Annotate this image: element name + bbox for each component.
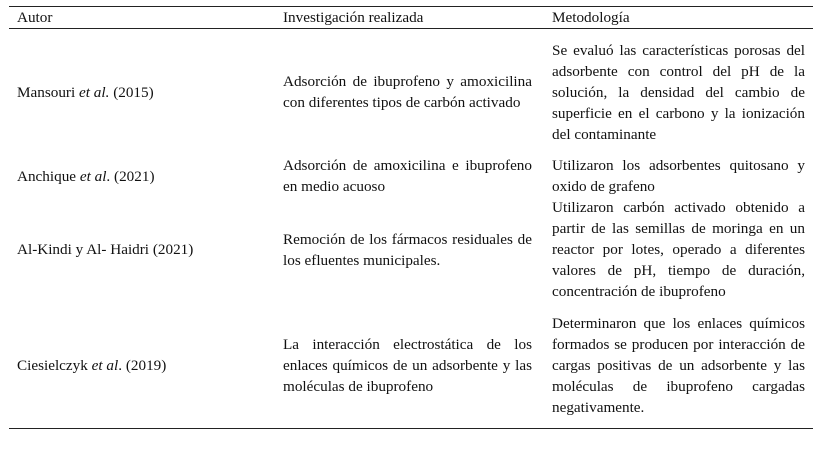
autor-etal: et al: [91, 356, 119, 374]
autor-year: (2015): [109, 83, 154, 101]
cell-metodologia: Utilizaron los adsorbentes quitosano y oxido de grafeno: [552, 157, 805, 195]
header-metodologia: Metodología: [544, 7, 813, 29]
autor-name: Ciesielczyk: [17, 356, 92, 374]
autor-name: Mansouri: [17, 83, 80, 101]
literature-table: [9, 6, 813, 429]
cell-autor: [9, 29, 275, 156]
cell-investigacion: La interacción electrostática de los enlaces químicos de un adsorbente y las moléculas de ibuprofeno: [275, 302, 544, 429]
cell-autor: [9, 302, 275, 429]
autor-year: . (2021): [106, 167, 155, 185]
autor-name: Anchique: [17, 167, 80, 185]
table-row: [9, 302, 813, 429]
header-autor: Autor: [9, 7, 275, 29]
cell-investigacion: Remoción de los fármacos residuales de los efluentes municipales.: [283, 230, 532, 269]
table-header: [9, 7, 813, 29]
table-row: [9, 29, 813, 156]
autor-etal: et al.: [79, 83, 110, 101]
cell-autor: [9, 197, 275, 302]
cell-investigacion: Adsorción de amoxicilina e ibuprofeno en medio acuoso: [283, 157, 532, 195]
cell-metodologia: Utilizaron carbón activado obtenido a partir de las semillas de moringa en un reactor por lotes, operado a diferentes valores de pH, tiempo de duración, concentración de ibuprofeno: [552, 199, 805, 300]
cell-metodologia: Determinaron que los enlaces químicos formados se producen por interacción de cargas positivas de un adsorbente y las moléculas de ibuprofeno cargadas negativamente.: [544, 302, 813, 429]
cell-metodologia: Se evaluó las características porosas del adsorbente con control del pH de la solución, la densidad del cambio de superficie en el carbono y la ionización del contaminante: [552, 41, 805, 143]
table-row: [9, 197, 813, 302]
autor-year: . (2019): [118, 356, 167, 374]
table-row: [9, 155, 813, 197]
autor-etal: et al: [79, 167, 107, 185]
cell-autor: [9, 155, 275, 197]
cell-investigacion: Adsorción de ibuprofeno y amoxicilina con diferentes tipos de carbón activado: [283, 73, 532, 111]
header-investigacion: Investigación realizada: [275, 7, 544, 29]
autor-name: Al-Kindi y Al- Haidri (2021): [17, 241, 194, 258]
